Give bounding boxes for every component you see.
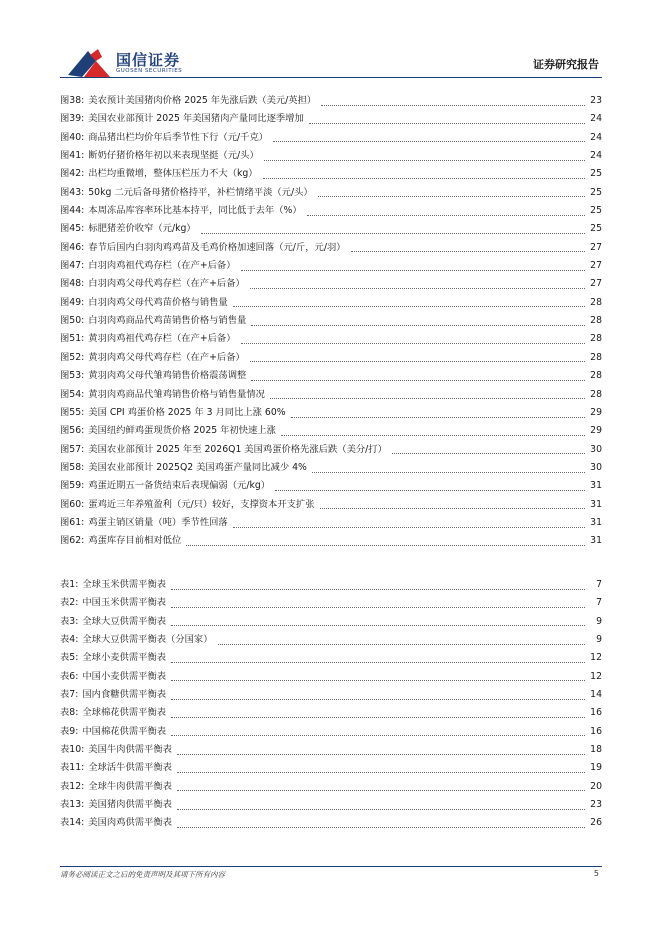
dot-leader bbox=[250, 287, 585, 289]
figure-title: 断奶仔猪价格年初以来表现坚挺（元/头） bbox=[88, 150, 259, 162]
table-page-number: 18 bbox=[590, 744, 602, 756]
figure-page-number: 27 bbox=[590, 241, 602, 253]
figure-title: 本周冻品库容率环比基本持平，同比低于去年（%） bbox=[88, 205, 302, 217]
figure-toc-entry[interactable] bbox=[60, 386, 602, 404]
dot-leader bbox=[171, 679, 585, 681]
dot-leader bbox=[281, 434, 585, 436]
figure-label: 图55: bbox=[60, 406, 85, 418]
table-toc-entry[interactable] bbox=[60, 576, 602, 594]
figure-page-number: 24 bbox=[590, 131, 602, 143]
figure-page-number: 28 bbox=[590, 388, 602, 400]
figure-page-number: 30 bbox=[590, 443, 602, 455]
dot-leader bbox=[291, 416, 585, 418]
figure-title: 出栏均重微增，整体压栏压力不大（kg） bbox=[88, 168, 258, 180]
table-page-number: 23 bbox=[590, 799, 602, 811]
page-number: 5 bbox=[593, 869, 599, 878]
figure-title: 标肥猪差价收窄（元/kg） bbox=[88, 223, 196, 235]
dot-leader bbox=[312, 471, 585, 473]
figure-toc-entry[interactable] bbox=[60, 129, 602, 147]
report-type-title: 证券研究报告 bbox=[533, 58, 599, 71]
table-title: 全球牛肉供需平衡表 bbox=[88, 780, 172, 792]
figure-page-number: 24 bbox=[590, 150, 602, 162]
figure-page-number: 29 bbox=[590, 425, 602, 437]
dot-leader bbox=[177, 753, 585, 755]
figure-page-number: 28 bbox=[590, 333, 602, 345]
figure-title: 商品猪出栏均价年后季节性下行（元/千克） bbox=[88, 131, 269, 143]
figure-page-number: 31 bbox=[590, 535, 602, 547]
table-label: 表8: bbox=[60, 707, 79, 719]
table-label: 表11: bbox=[60, 762, 85, 774]
figure-label: 图51: bbox=[60, 333, 85, 345]
table-title: 全球棉花供需平衡表 bbox=[82, 707, 167, 719]
figure-label: 图47: bbox=[60, 260, 85, 272]
figure-title: 美国纽约鲜鸡蛋现货价格 2025 年初快速上涨 bbox=[88, 425, 276, 437]
figure-label: 图56: bbox=[60, 425, 85, 437]
table-label: 表12: bbox=[60, 780, 85, 792]
table-label: 表5: bbox=[60, 652, 79, 664]
figure-title: 黄羽肉鸡父母代雏鸡销售价格震荡调整 bbox=[88, 370, 247, 382]
figure-page-number: 28 bbox=[590, 370, 602, 382]
table-toc-entry[interactable] bbox=[60, 686, 602, 704]
dot-leader bbox=[218, 643, 585, 645]
tables-toc bbox=[60, 576, 602, 833]
figure-label: 图42: bbox=[60, 168, 85, 180]
dot-leader bbox=[392, 452, 585, 454]
table-page-number: 14 bbox=[590, 689, 602, 701]
header-divider bbox=[60, 77, 602, 78]
table-title: 全球大豆供需平衡表（分国家） bbox=[82, 634, 213, 646]
table-page-number: 26 bbox=[590, 817, 602, 829]
table-title: 中国小麦供需平衡表 bbox=[82, 670, 167, 682]
dot-leader bbox=[177, 771, 585, 773]
dot-leader bbox=[201, 232, 585, 234]
figure-toc-entry[interactable] bbox=[60, 239, 602, 257]
table-page-number: 9 bbox=[596, 615, 602, 627]
table-label: 表1: bbox=[60, 579, 79, 590]
figure-label: 图54: bbox=[60, 388, 85, 400]
figure-page-number: 25 bbox=[590, 223, 602, 235]
figure-toc-entry[interactable] bbox=[60, 422, 602, 440]
dot-leader bbox=[309, 122, 585, 124]
figure-label: 图39: bbox=[60, 113, 85, 125]
table-toc-entry[interactable] bbox=[60, 741, 602, 759]
figure-toc-entry[interactable] bbox=[60, 220, 602, 238]
dot-leader bbox=[171, 734, 585, 736]
table-title: 国内食糖供需平衡表 bbox=[82, 689, 167, 701]
dot-leader bbox=[177, 789, 585, 791]
figure-page-number: 25 bbox=[590, 168, 602, 180]
table-label: 表6: bbox=[60, 670, 79, 682]
dot-leader bbox=[186, 544, 585, 546]
dot-leader bbox=[241, 269, 585, 271]
figure-title: 美国农业部预计 2025 年至 2026Q1 美国鸡蛋价格先涨后跌（美分/打） bbox=[88, 443, 387, 455]
table-label: 表9: bbox=[60, 725, 79, 737]
figure-title: 鸡蛋主销区销量（吨）季节性回落 bbox=[88, 516, 228, 528]
table-toc-entry[interactable] bbox=[60, 759, 602, 777]
dot-leader bbox=[241, 342, 585, 344]
table-page-number: 7 bbox=[596, 579, 602, 590]
figure-toc-entry[interactable] bbox=[60, 184, 602, 202]
footer-divider bbox=[60, 866, 602, 867]
figure-page-number: 24 bbox=[590, 113, 602, 125]
figure-page-number: 28 bbox=[590, 296, 602, 308]
figure-title: 白羽肉鸡父母代鸡苗价格与销售量 bbox=[88, 296, 228, 308]
table-toc-entry[interactable] bbox=[60, 594, 602, 612]
figure-page-number: 27 bbox=[590, 260, 602, 272]
table-page-number: 16 bbox=[590, 725, 602, 737]
dot-leader bbox=[270, 397, 585, 399]
table-label: 表3: bbox=[60, 615, 79, 627]
figure-label: 图53: bbox=[60, 370, 85, 382]
guosen-logo-mark-icon bbox=[66, 47, 112, 79]
figure-label: 图48: bbox=[60, 278, 85, 290]
figure-page-number: 23 bbox=[590, 95, 602, 106]
table-toc-entry[interactable] bbox=[60, 704, 602, 722]
table-title: 全球玉米供需平衡表 bbox=[82, 579, 167, 590]
figure-title: 鸡蛋库存目前相对低位 bbox=[88, 535, 182, 547]
figure-title: 春节后国内白羽肉鸡鸡苗及毛鸡价格加速回落（元/斤，元/羽） bbox=[88, 241, 346, 253]
table-page-number: 9 bbox=[596, 634, 602, 646]
figure-page-number: 31 bbox=[590, 516, 602, 528]
figure-label: 图43: bbox=[60, 186, 85, 198]
table-label: 表2: bbox=[60, 597, 79, 609]
table-label: 表14: bbox=[60, 817, 85, 829]
figure-page-number: 28 bbox=[590, 315, 602, 327]
figure-label: 图38: bbox=[60, 95, 85, 106]
dot-leader bbox=[250, 360, 585, 362]
table-toc-entry[interactable] bbox=[60, 649, 602, 667]
figure-label: 图61: bbox=[60, 516, 85, 528]
table-title: 美国肉鸡供需平衡表 bbox=[88, 817, 172, 829]
table-toc-entry[interactable] bbox=[60, 668, 602, 686]
table-title: 全球大豆供需平衡表 bbox=[82, 615, 167, 627]
table-title: 全球小麦供需平衡表 bbox=[82, 652, 167, 664]
figure-label: 图52: bbox=[60, 351, 85, 363]
figures-toc bbox=[60, 92, 602, 551]
figure-title: 白羽肉鸡商品代鸡苗销售价格与销售量 bbox=[88, 315, 247, 327]
figure-title: 鸡蛋近期五一备货结束后表现偏弱（元/kg） bbox=[88, 480, 271, 492]
dot-leader bbox=[177, 826, 585, 828]
table-toc-entry[interactable] bbox=[60, 613, 602, 631]
figure-page-number: 27 bbox=[590, 278, 602, 290]
table-page-number: 16 bbox=[590, 707, 602, 719]
figure-toc-entry[interactable] bbox=[60, 441, 602, 459]
logo-chinese-name: 国信证券 bbox=[116, 51, 181, 69]
figure-toc-entry[interactable] bbox=[60, 349, 602, 367]
dot-leader bbox=[251, 324, 585, 326]
figure-toc-entry[interactable] bbox=[60, 294, 602, 312]
figure-title: 黄羽肉鸡商品代雏鸡销售价格与销售量情况 bbox=[88, 388, 265, 400]
dot-leader bbox=[251, 379, 585, 381]
dot-leader bbox=[321, 104, 585, 106]
table-title: 美国牛肉供需平衡表 bbox=[88, 744, 172, 756]
figure-title: 黄羽肉鸡父母代鸡存栏（在产+后备） bbox=[88, 351, 245, 363]
dot-leader bbox=[233, 305, 585, 307]
figure-toc-entry[interactable] bbox=[60, 514, 602, 532]
table-toc-entry[interactable] bbox=[60, 778, 602, 796]
figure-toc-entry[interactable] bbox=[60, 330, 602, 348]
dot-leader bbox=[171, 661, 585, 663]
figure-page-number: 31 bbox=[590, 480, 602, 492]
figure-label: 图50: bbox=[60, 315, 85, 327]
figure-title: 黄羽肉鸡祖代鸡存栏（在产+后备） bbox=[88, 333, 236, 345]
figure-toc-entry[interactable] bbox=[60, 404, 602, 422]
figure-label: 图40: bbox=[60, 131, 85, 143]
figure-toc-entry[interactable] bbox=[60, 147, 602, 165]
dot-leader bbox=[351, 250, 585, 252]
table-page-number: 19 bbox=[590, 762, 602, 774]
table-toc-entry[interactable] bbox=[60, 796, 602, 814]
dot-leader bbox=[263, 177, 585, 179]
figure-toc-entry[interactable] bbox=[60, 367, 602, 385]
figure-page-number: 28 bbox=[590, 351, 602, 363]
table-toc-entry[interactable] bbox=[60, 723, 602, 741]
figure-page-number: 31 bbox=[590, 498, 602, 510]
dot-leader bbox=[171, 716, 585, 718]
figure-label: 图46: bbox=[60, 241, 85, 253]
figure-toc-entry[interactable] bbox=[60, 202, 602, 220]
table-title: 中国玉米供需平衡表 bbox=[82, 597, 167, 609]
guosen-logo bbox=[66, 47, 186, 81]
dot-leader bbox=[171, 588, 585, 590]
figure-toc-entry[interactable] bbox=[60, 477, 602, 495]
page-header bbox=[0, 0, 662, 84]
table-label: 表10: bbox=[60, 744, 85, 756]
table-toc-entry[interactable] bbox=[60, 814, 602, 832]
figure-label: 图49: bbox=[60, 296, 85, 308]
figure-toc-entry[interactable] bbox=[60, 257, 602, 275]
figure-title: 美国 CPI 鸡蛋价格 2025 年 3 月同比上涨 60% bbox=[88, 406, 286, 418]
table-label: 表13: bbox=[60, 799, 85, 811]
figure-toc-entry[interactable] bbox=[60, 496, 602, 514]
figure-label: 图44: bbox=[60, 205, 85, 217]
figure-toc-entry[interactable] bbox=[60, 459, 602, 477]
table-toc-entry[interactable] bbox=[60, 631, 602, 649]
figure-title: 美国农业部预计 2025Q2 美国鸡蛋产量同比减少 4% bbox=[88, 461, 307, 473]
figure-page-number: 29 bbox=[590, 406, 602, 418]
dot-leader bbox=[264, 159, 585, 161]
dot-leader bbox=[318, 195, 585, 197]
dot-leader bbox=[307, 214, 585, 216]
figure-label: 图58: bbox=[60, 461, 85, 473]
table-page-number: 20 bbox=[590, 780, 602, 792]
figure-title: 美国农业部预计 2025 年美国猪肉产量同比逐季增加 bbox=[88, 113, 304, 125]
table-title: 美国猪肉供需平衡表 bbox=[88, 799, 172, 811]
figure-page-number: 30 bbox=[590, 461, 602, 473]
figure-label: 图59: bbox=[60, 480, 85, 492]
figure-toc-entry[interactable] bbox=[60, 532, 602, 550]
figure-title: 白羽肉鸡父母代鸡存栏（在产+后备） bbox=[88, 278, 245, 290]
table-label: 表4: bbox=[60, 634, 79, 646]
logo-english-name: GUOSEN SECURITIES bbox=[116, 68, 183, 74]
dot-leader bbox=[320, 507, 585, 509]
table-page-number: 12 bbox=[590, 652, 602, 664]
dot-leader bbox=[177, 808, 585, 810]
dot-leader bbox=[233, 526, 585, 528]
figure-page-number: 25 bbox=[590, 205, 602, 217]
table-page-number: 12 bbox=[590, 670, 602, 682]
figure-page-number: 25 bbox=[590, 186, 602, 198]
figure-title: 白羽肉鸡祖代鸡存栏（在产+后备） bbox=[88, 260, 236, 272]
dot-leader bbox=[171, 624, 585, 626]
figure-toc-entry[interactable] bbox=[60, 165, 602, 183]
figure-label: 图60: bbox=[60, 498, 85, 510]
figure-title: 蛋鸡近三年养殖盈利（元/只）较好，支撑资本开支扩张 bbox=[88, 498, 315, 510]
figure-toc-entry[interactable] bbox=[60, 110, 602, 128]
figure-label: 图62: bbox=[60, 535, 85, 547]
figure-toc-entry[interactable] bbox=[60, 275, 602, 293]
dot-leader bbox=[171, 606, 585, 608]
dot-leader bbox=[171, 698, 585, 700]
dot-leader bbox=[273, 140, 585, 142]
footer-disclaimer: 请务必阅读正文之后的免责声明及其项下所有内容 bbox=[60, 870, 225, 879]
figure-toc-entry[interactable] bbox=[60, 92, 602, 110]
figure-title: 美农预计美国猪肉价格 2025 年先涨后跌（美元/英担） bbox=[88, 95, 317, 106]
figure-label: 图57: bbox=[60, 443, 85, 455]
figure-label: 图45: bbox=[60, 223, 85, 235]
table-title: 中国棉花供需平衡表 bbox=[82, 725, 167, 737]
figure-label: 图41: bbox=[60, 150, 85, 162]
table-page-number: 7 bbox=[596, 597, 602, 609]
dot-leader bbox=[275, 489, 585, 491]
figure-toc-entry[interactable] bbox=[60, 312, 602, 330]
figure-title: 50kg 二元后备母猪价格持平，补栏情绪平淡（元/头） bbox=[88, 186, 313, 198]
table-label: 表7: bbox=[60, 689, 79, 701]
table-title: 全球活牛供需平衡表 bbox=[88, 762, 172, 774]
